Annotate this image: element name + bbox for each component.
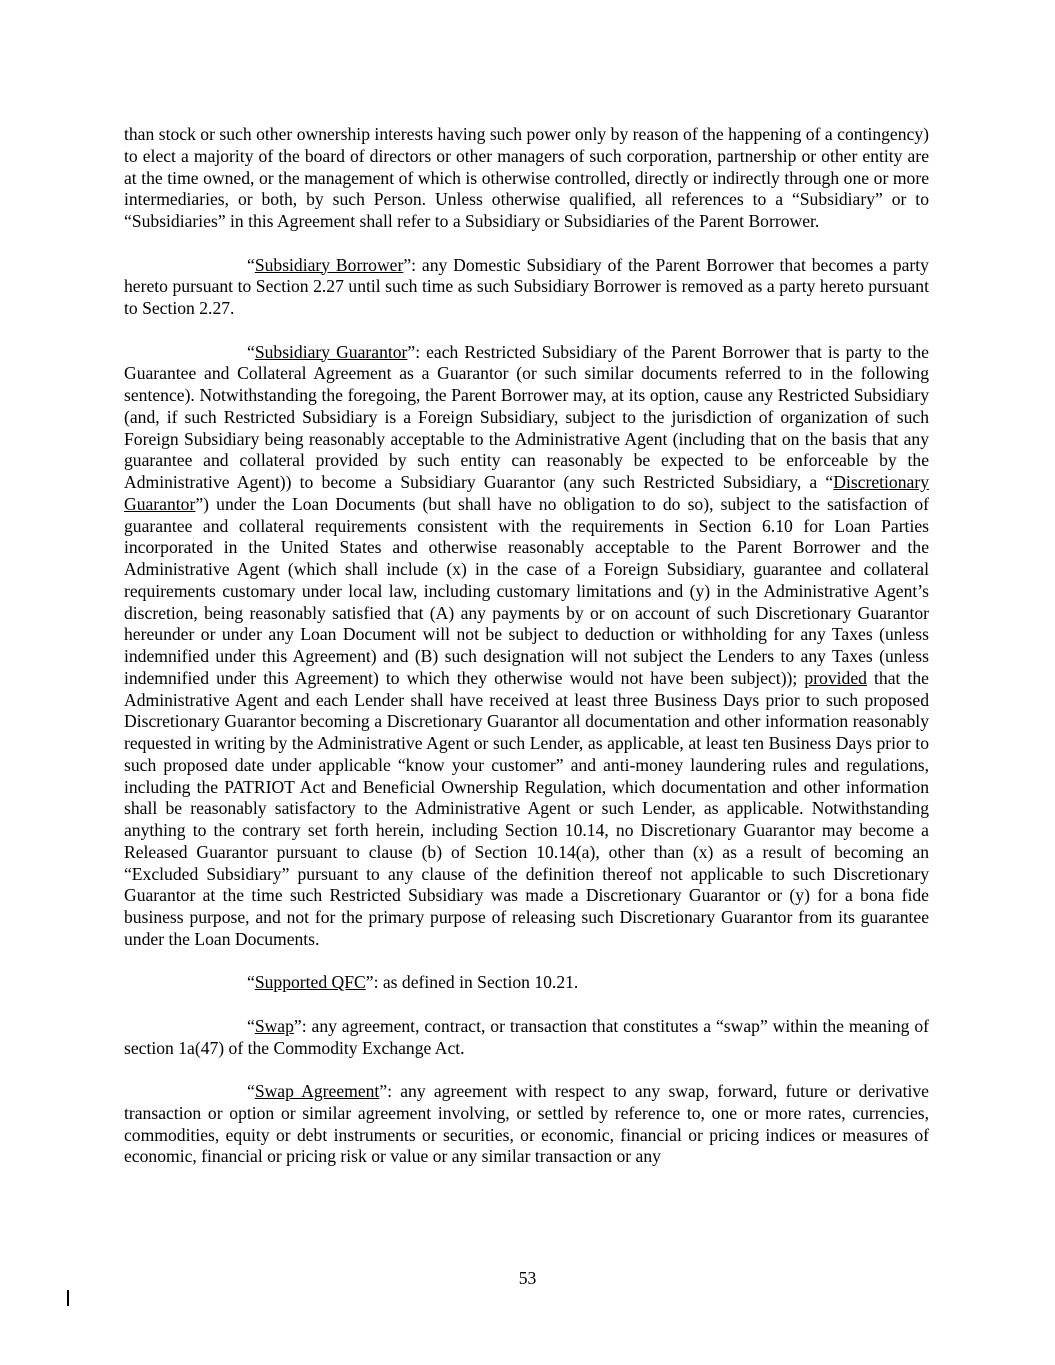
- open-quote: “: [247, 341, 255, 362]
- close-quote: ”:: [407, 341, 427, 362]
- open-quote: “: [247, 1081, 255, 1101]
- definition-text: any Domestic Subsidiary of the Parent Borrower that becomes a party hereto pursuant to Section 2.27 until such time as such Subsidiary Borrower is removed as a party hereto pursuant to Section 2.27.: [124, 254, 929, 318]
- definition-swap: [124, 1016, 929, 1060]
- definition-text: ”) under the Loan Documents (but shall have no obligation to do so), subject to the satisfaction of guarantee and collateral requirements consistent with the requirements in Section 6.10 for Loan Parties incorporated in the United States and otherwise reasonably acceptable to the Parent Borrower and the Administrative Agent (which shall include (x) in the case of a Foreign Subsidiary, guarantee and collateral requirements customary under local law, including customary limitations and (y) in the Administrative Agent’s discretion, being reasonably satisfied that (A) any payments by or on account of such Discretionary Guarantor hereunder or under any Loan Document will not be subject to deduction or withholding for any Taxes (unless indemnified under this Agreement) and (B) such designation will not subject the Lenders to any Taxes (unless indemnified under this Agreement) to which they otherwise would not have been subject));: [124, 493, 929, 688]
- defined-term-inline: Discretionary Guarantor: [124, 472, 929, 514]
- defined-term: Subsidiary Guarantor: [254, 341, 408, 362]
- defined-term: Swap: [254, 1015, 294, 1036]
- definition-text: any agreement, contract, or transaction that constitutes a “swap” within the meaning of section 1a(47) of the Commodity Exchange Act.: [124, 1015, 929, 1058]
- definition-subsidiary-guarantor: [124, 342, 929, 951]
- defined-term: Supported QFC: [254, 972, 366, 993]
- paragraph-subsidiary-continued: [124, 124, 929, 233]
- close-quote: ”:: [379, 1081, 401, 1101]
- definition-supported-qfc: [124, 972, 929, 994]
- close-quote: ”:: [365, 972, 383, 993]
- definition-text: as defined in Section 10.21.: [382, 972, 579, 993]
- open-quote: “: [247, 972, 255, 993]
- definition-text: any agreement with respect to any swap, forward, future or derivative transaction or option or similar agreement involving, or settled by reference to, one or more rates, currencies, commodities, equity or debt instruments or securities, or economic, financial or pricing indices or measures of economic, financial or pricing risk or value or any similar transaction or any: [124, 1081, 929, 1167]
- definition-swap-agreement: [124, 1081, 929, 1168]
- document-body: [124, 124, 929, 1190]
- defined-term: Subsidiary Borrower: [254, 254, 404, 275]
- close-quote: ”:: [403, 254, 422, 275]
- definition-subsidiary-borrower: [124, 255, 929, 320]
- paragraph-text: than stock or such other ownership interests having such power only by reason of the happening of a contingency) to elect a majority of the board of directors or other managers of such corporation, partnership or other entity are at the time owned, or the management of which is otherwise controlled, directly or indirectly through one or more intermediaries, or both, by such Person. Unless otherwise qualified, all references to a “Subsidiary” or to “Subsidiaries” in this Agreement shall refer to a Subsidiary or Subsidiaries of the Parent Borrower.: [124, 124, 929, 231]
- defined-term: Swap Agreement: [254, 1081, 380, 1101]
- close-quote: ”:: [293, 1015, 312, 1036]
- proviso-term: provided: [804, 667, 867, 688]
- page-number: 53: [518, 1268, 537, 1288]
- open-quote: “: [247, 1015, 255, 1036]
- definition-text: each Restricted Subsidiary of the Parent Borrower that is party to the Guarantee and Collateral Agreement as a Guarantor (or such similar documents referred to in the following sentence). Notwithstanding the foregoing, the Parent Borrower may, at its option, cause any Restricted Subsidiary (and, if such Restricted Subsidiary is a Foreign Subsidiary, subject to the jurisdiction of organization of such Foreign Subsidiary being reasonably acceptable to the Administrative Agent (including that on the basis that any guarantee and collateral provided by such entity can reasonably be expected to be enforceable by the Administrative Agent)) to become a Subsidiary Guarantor (any such Restricted Subsidiary, a “: [124, 341, 929, 492]
- open-quote: “: [247, 254, 255, 275]
- revision-bar: [67, 1290, 69, 1306]
- definition-text: that the Administrative Agent and each Lender shall have received at least three Business Days prior to such proposed Discretionary Guarantor becoming a Discretionary Guarantor all documentation and other information reasonably requested in writing by the Administrative Agent or such Lender, as applicable, at least ten Business Days prior to such proposed date under applicable “know your customer” and anti-money laundering rules and regulations, including the PATRIOT Act and Beneficial Ownership Regulation, which documentation and other information shall be reasonably satisfactory to the Administrative Agent or such Lender, as applicable. Notwithstanding anything to the contrary set forth herein, including Section 10.14, no Discretionary Guarantor may become a Released Guarantor pursuant to clause (b) of Section 10.14(a), other than (x) as a result of becoming an “Excluded Subsidiary” pursuant to any clause of the definition thereof not applicable to such Discretionary Guarantor at the time such Restricted Subsidiary was made a Discretionary Guarantor or (y) for a bona fide business purpose, and not for the primary purpose of releasing such Discretionary Guarantor from its guarantee under the Loan Documents.: [124, 667, 929, 949]
